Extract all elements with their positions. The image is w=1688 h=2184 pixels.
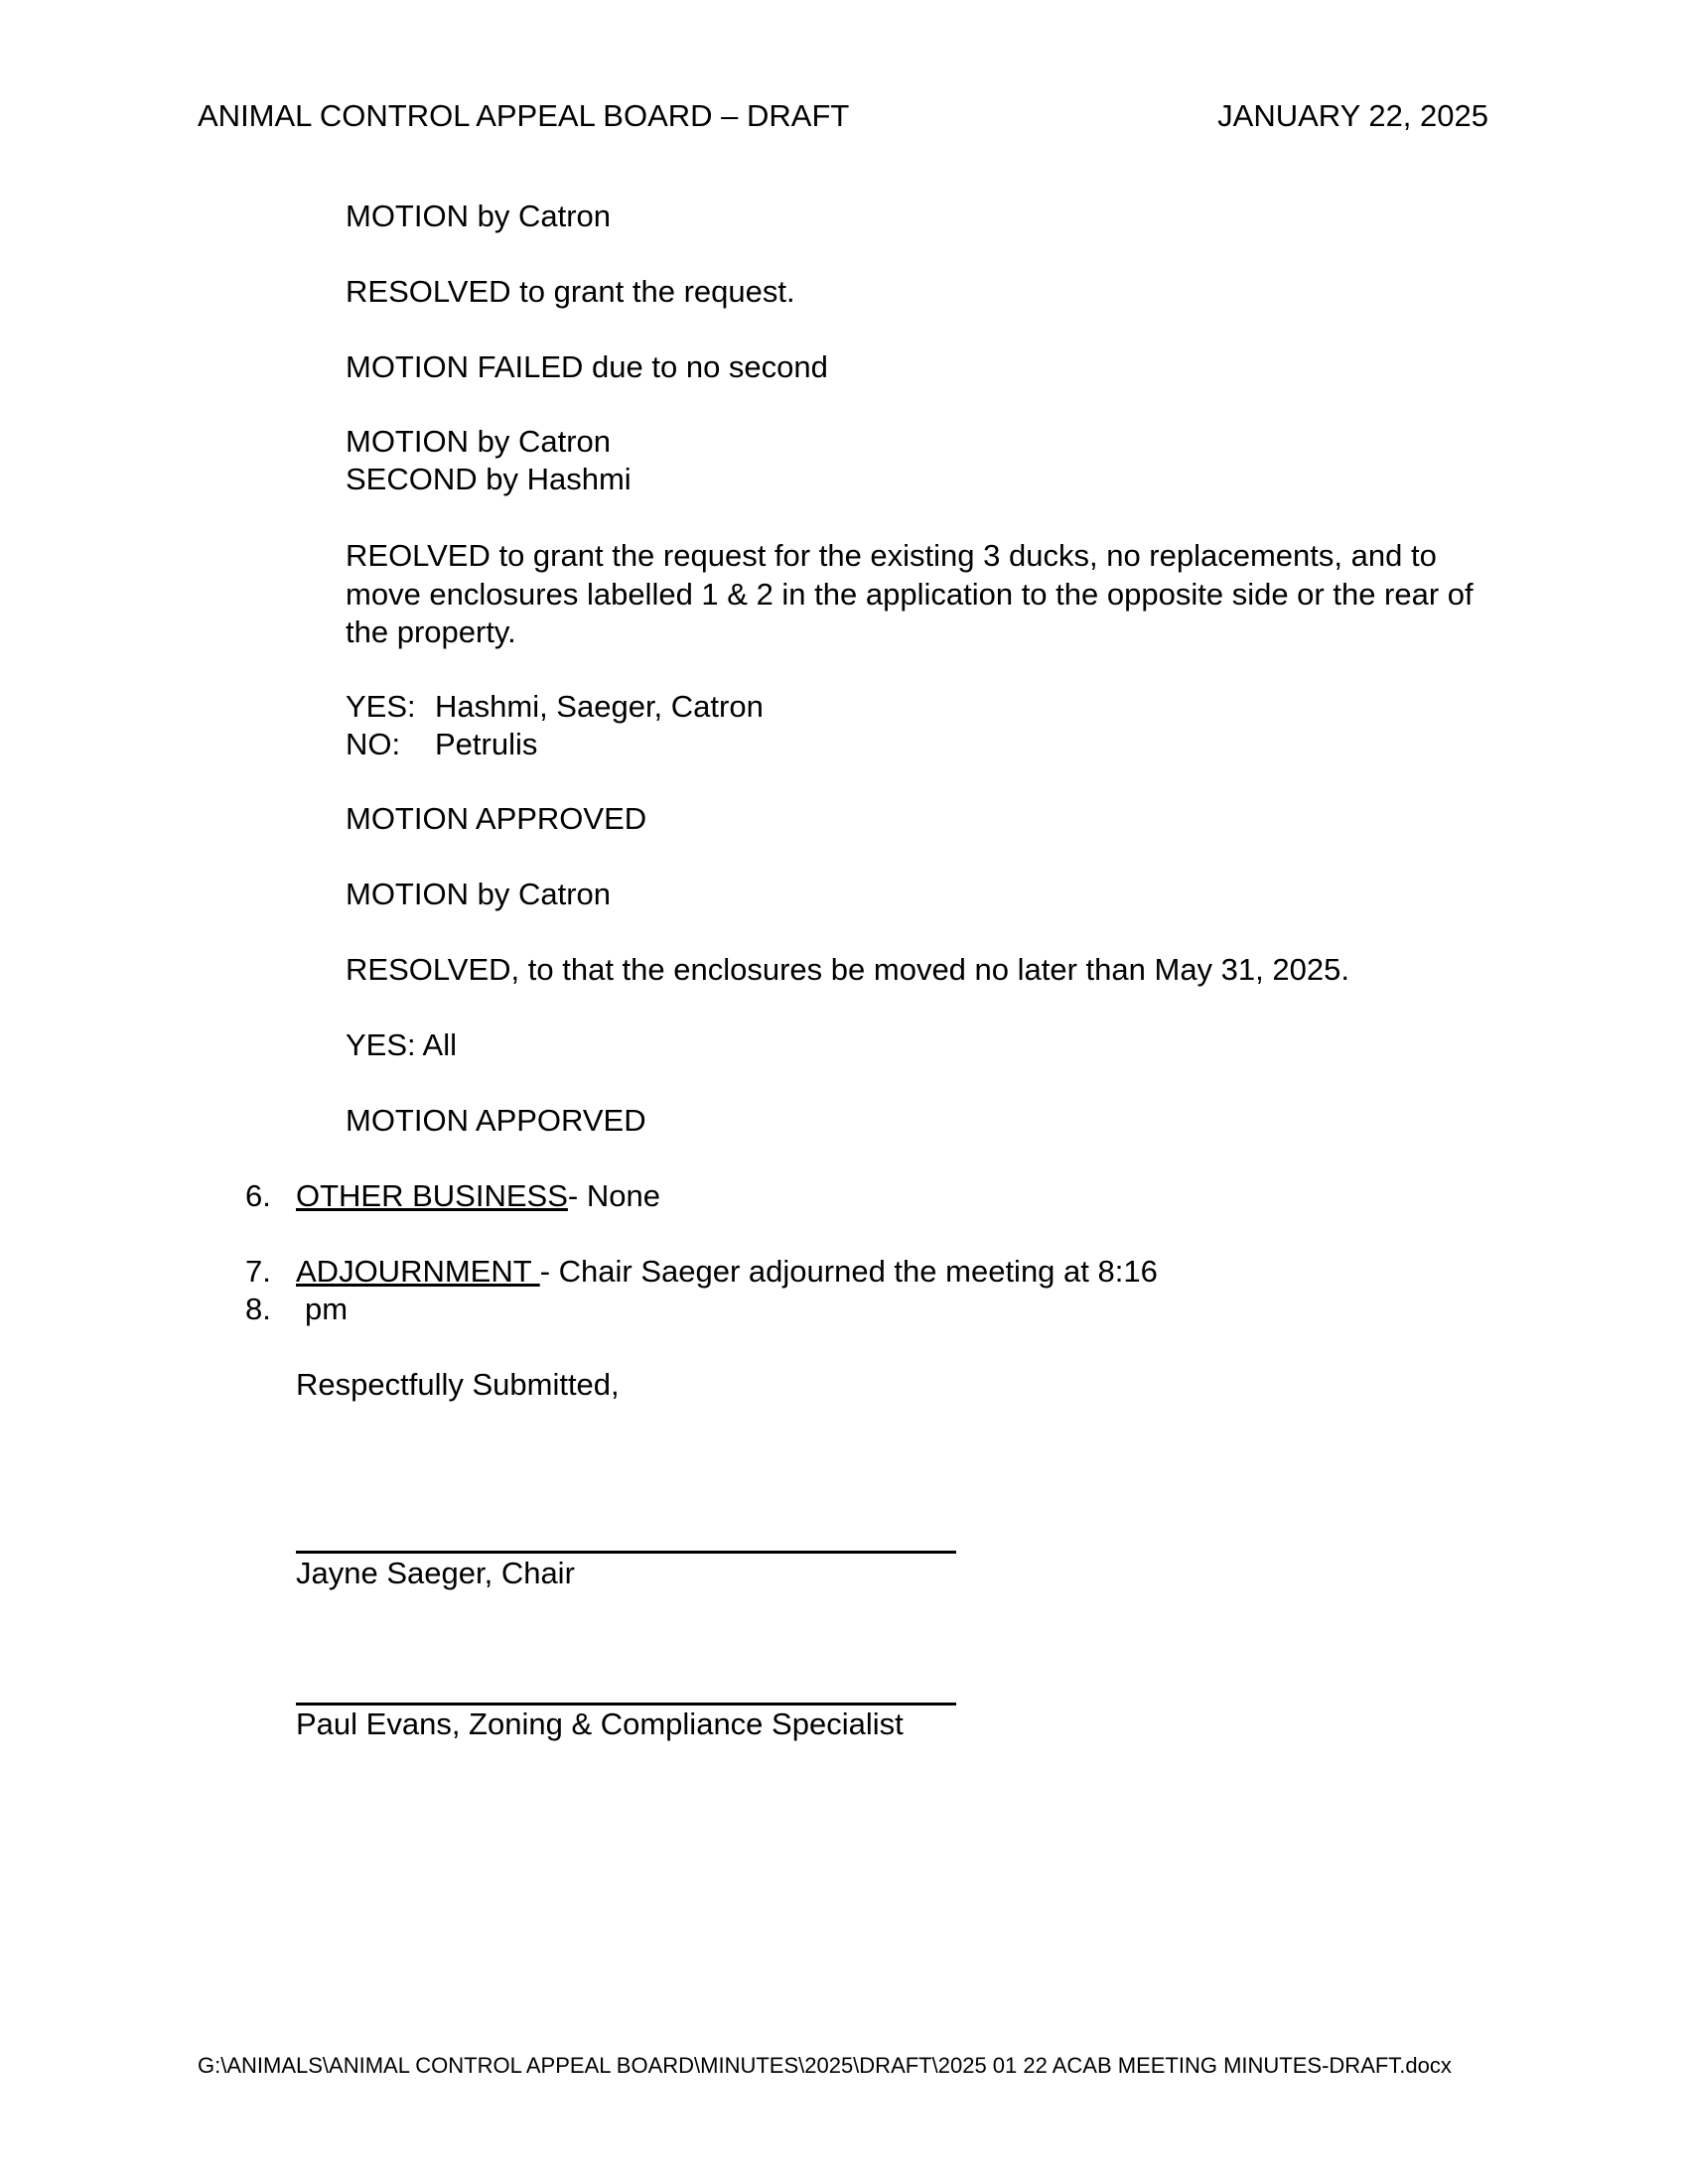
item-7-number: 7. [245, 1254, 271, 1289]
header-title: ANIMAL CONTROL APPEAL BOARD – DRAFT [198, 98, 850, 133]
motion-1-result: MOTION FAILED due to no second [346, 349, 828, 384]
item-6-text: - None [567, 1178, 660, 1213]
item-6-heading: OTHER BUSINESS [296, 1178, 568, 1213]
item-7 [296, 1253, 1158, 1291]
motion-1-resolved: RESOLVED to grant the request. [346, 274, 795, 309]
motion-2-yes-vote [346, 688, 764, 726]
no-names: Petrulis [435, 727, 538, 761]
respectfully-submitted: Respectfully Submitted, [296, 1367, 620, 1402]
motion-2-second: SECOND by Hashmi [346, 462, 632, 496]
signature-line-1 [296, 1551, 956, 1554]
motion-3-resolved: RESOLVED, to that the enclosures be moved no later than May 31, 2025. [346, 952, 1349, 987]
motion-3-yes-vote: YES: All [346, 1027, 457, 1062]
yes-names: Hashmi, Saeger, Catron [435, 689, 764, 724]
item-7-heading: ADJOURNMENT [296, 1254, 540, 1289]
header-date: JANUARY 22, 2025 [1217, 98, 1488, 133]
item-7-text: - Chair Saeger adjourned the meeting at 8:16 [539, 1254, 1158, 1289]
motion-2-result: MOTION APPROVED [346, 801, 647, 836]
item-8-number: 8. [245, 1292, 271, 1326]
motion-1-line: MOTION by Catron [346, 199, 611, 233]
motion-2-resolved: REOLVED to grant the request for the existing 3 ducks, no replacements, and to move enclosures labelled 1 & 2 in the application to the opposite side or the rear of the property. [346, 538, 1474, 649]
motion-2-mover: MOTION by Catron [346, 424, 611, 459]
motion-3-result: MOTION APPORVED [346, 1103, 646, 1138]
footer-file-path: G:\ANIMALS\ANIMAL CONTROL APPEAL BOARD\MINUTES\2025\DRAFT\2025 01 22 ACAB MEETING MINUTES-DRAFT.docx [198, 2053, 1452, 2078]
item-6-number: 6. [245, 1178, 271, 1213]
motion-3-mover: MOTION by Catron [346, 877, 611, 911]
no-label: NO: [346, 727, 401, 761]
motion-2-no-vote [346, 726, 537, 763]
signer-2-name: Paul Evans, Zoning & Compliance Specialist [296, 1706, 904, 1741]
item-6 [296, 1177, 660, 1215]
signer-1-name: Jayne Saeger, Chair [296, 1556, 575, 1590]
yes-label: YES: [346, 689, 416, 724]
item-8-text: pm [305, 1292, 349, 1326]
